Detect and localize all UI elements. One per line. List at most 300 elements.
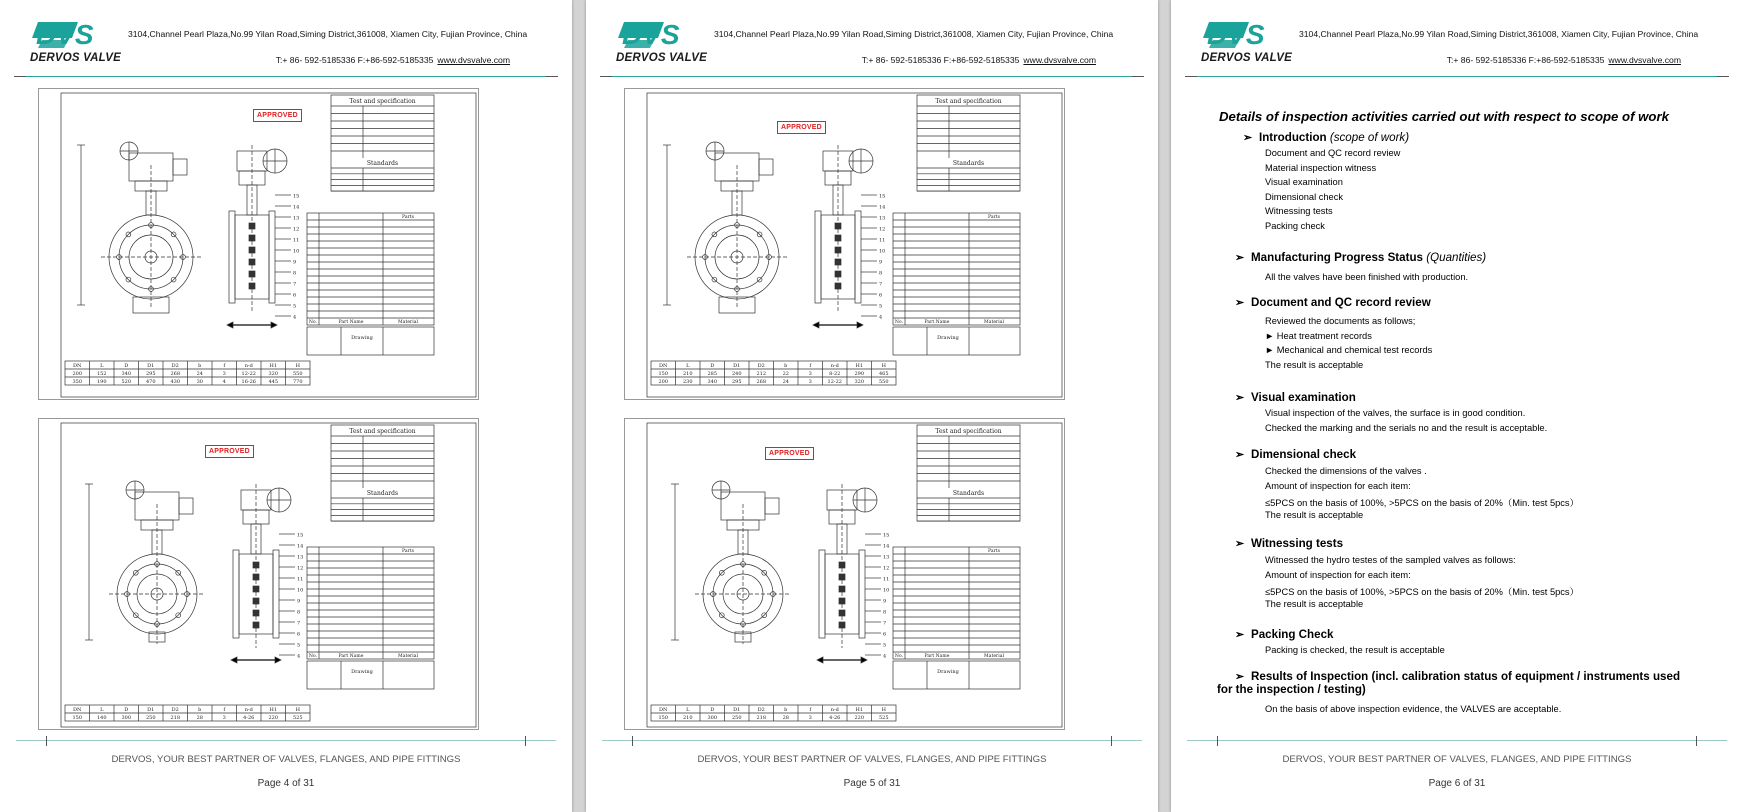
phone-fax: T:+ 86- 592-5185336 F:+86-592-5185335 [861,55,1020,65]
section-title: Manufacturing Progress Status [1251,251,1424,264]
flow-arrow-icon [231,657,237,663]
dimension-cell: 200 [658,379,669,385]
dimension-cell: 250 [145,715,156,721]
seal-detail [253,610,259,616]
company-contact [862,55,1096,65]
part-number-callout: 12 [879,226,886,233]
seal-detail [835,271,841,277]
seal-detail [253,574,259,580]
dimension-cell: 150 [658,715,669,721]
bullet-arrow-icon: ➢ [1235,671,1245,683]
footer-rule [602,740,1142,741]
phone-fax: T:+ 86- 592-5185336 F:+86-592-5185335 [1446,55,1605,65]
seal-detail [249,259,255,265]
seal-detail [839,598,845,604]
part-number-callout: 9 [297,598,301,605]
dimension-cell: 240 [731,371,742,377]
dimension-cell: 220 [854,715,865,721]
approved-stamp: APPROVED [253,109,302,122]
dimension-header-h: H [881,363,886,369]
part-number-callout: 11 [297,576,304,583]
phone-fax: T:+ 86- 592-5185336 F:+86-592-5185335 [275,55,434,65]
section-title: Witnessing tests [1251,537,1344,550]
dimension-cell: 520 [121,379,132,385]
dimension-cell: 465 [878,371,889,377]
part-number-callout: 4 [879,314,883,321]
dimension-cell: 550 [878,379,889,385]
seal-detail [249,271,255,277]
part-number-callout: 9 [293,259,297,266]
dimension-header-n-d: n-d [830,363,839,369]
section-text-line: All the valves have been finished with production. [1265,272,1469,282]
section-text-line: Visual inspection of the valves, the surface is in good condition. [1265,408,1526,418]
seal-detail [253,586,259,592]
company-contact [1447,55,1681,65]
dimension-cell: 4 [222,379,226,385]
dimension-header-dn: DN [659,707,668,713]
part-number-callout: 8 [297,609,301,616]
bullet-arrow-icon: ➢ [1235,392,1245,404]
dimension-header-d1: D1 [147,707,155,713]
dimension-cell: 3 [808,715,812,721]
dimension-header-d1: D1 [147,363,155,369]
part-number-callout: 9 [879,259,883,266]
part-number-callout: 12 [293,226,300,233]
dimension-cell: 212 [756,371,767,377]
title-block-drawing-label: Drawing [351,669,373,675]
section-text-line: On the basis of above inspection evidence, the VALVES are acceptable. [1265,704,1562,714]
parts-header: Parts [987,549,1001,555]
svg-text:DVS: DVS [1207,19,1265,50]
website-link[interactable]: www.dvsvalve.com [1023,55,1096,65]
valve-drawing-dn150 [38,418,479,730]
drawing-lines [647,93,1062,397]
title-block-frame [307,661,434,689]
website-link[interactable]: www.dvsvalve.com [1608,55,1681,65]
dimension-cell: 770 [292,379,303,385]
dimension-cell: 24 [196,371,203,377]
section-text-line: The result is acceptable [1265,359,1364,370]
brand-name: DERVOS VALVE [30,52,122,64]
part-number-callout: 14 [879,204,886,211]
flow-arrow-icon [817,657,823,663]
section-title: Packing Check [1251,628,1334,641]
part-number-callout: 10 [883,587,890,594]
footer-rule [16,740,556,741]
dimension-header-h: H [295,707,300,713]
side-flange-right [855,211,861,303]
seal-detail [839,586,845,592]
dimension-cell: 218 [170,715,181,721]
part-number-callout: 13 [883,554,890,561]
section-text-line: Amount of inspection for each item: [1265,480,1411,491]
bullet-arrow-icon: ➢ [1243,132,1253,144]
spec-table-frame [917,425,1020,521]
section-text-line: Witnessing tests [1265,206,1333,217]
bullet-arrow-icon: ➢ [1235,449,1245,461]
flow-arrow-icon [813,322,819,328]
part-number-callout: 7 [883,620,887,627]
side-flange-right [273,550,279,638]
side-flange-left [819,550,825,638]
report-section-heading [1235,537,1705,550]
part-number-callout: 13 [293,215,300,222]
svg-text:DVS: DVS [36,19,94,50]
dimension-header-dn: DN [659,363,668,369]
dimension-header-h1: H1 [269,363,278,369]
part-number-callout: 15 [883,532,890,539]
footer-rule [1187,740,1727,741]
standards-title: Standards [952,160,985,167]
parts-name-header: Part Name [338,654,364,660]
part-number-callout: 5 [297,642,301,649]
dimension-cell: 470 [145,379,156,385]
spec-table-title: Test and specification [935,98,1002,105]
seal-detail [253,562,259,568]
section-title: Document and QC record review [1251,296,1431,309]
page-number: Page 6 of 31 [1428,778,1486,789]
part-number-callout: 6 [883,631,887,638]
report-section-heading [1235,296,1705,309]
dimension-cell: 30 [196,379,203,385]
section-text-line: Amount of inspection for each item: [1265,569,1411,580]
drawing-canvas [625,89,1066,401]
drawing-lines [61,93,476,397]
side-flange-left [233,550,239,638]
dimension-header-d1: D1 [733,707,741,713]
spec-table-frame [331,95,434,191]
title-block-drawing-label: Drawing [937,669,959,675]
seal-detail [249,235,255,241]
dimension-header-d: D [124,707,129,713]
part-number-callout: 5 [883,642,887,649]
dimension-cell: 550 [292,371,303,377]
part-number-callout: 11 [293,237,300,244]
parts-material-header: Material [398,654,418,660]
header-rule [602,76,1142,77]
part-number-callout: 15 [879,193,886,200]
dimension-cell: 22 [782,371,789,377]
section-text-line: ≤5PCS on the basis of 100%, >5PCS on the basis of 20%（Min. test 5pcs） [1265,587,1579,598]
section-title: Introduction [1259,131,1327,144]
drawing-canvas [625,419,1066,731]
approved-stamp: APPROVED [765,447,814,460]
parts-material-header: Material [984,654,1004,660]
seal-detail [249,283,255,289]
section-text-line: Visual examination [1265,177,1343,188]
dimension-cell: 4-26 [829,715,841,721]
approved-stamp: APPROVED [205,445,254,458]
bullet-arrow-icon: ➢ [1235,297,1245,309]
seal-detail [835,283,841,289]
title-block-frame [307,327,434,355]
part-number-callout: 13 [879,215,886,222]
section-title: Results of Inspection (incl. calibration status of equipment / instruments used [1251,670,1681,683]
part-number-callout: 6 [879,292,883,299]
part-number-callout: 6 [293,292,297,299]
section-title: Visual examination [1251,391,1356,404]
dimension-cell: 295 [145,371,156,377]
section-text-line: ≤5PCS on the basis of 100%, >5PCS on the basis of 20%（Min. test 5pcs） [1265,498,1579,509]
part-number-callout: 12 [883,565,890,572]
dimension-cell: 445 [268,379,279,385]
dimension-cell: 220 [268,715,279,721]
part-number-callout: 8 [879,270,883,277]
dimension-cell: 525 [878,715,889,721]
section-text-line: Document and QC record review [1265,148,1401,158]
svg-text:DVS: DVS [622,19,680,50]
bullet-arrow-icon: ➢ [1235,538,1245,550]
dimension-cell: 3 [808,371,812,377]
standards-title: Standards [366,490,399,497]
section-text-line: Material inspection witness [1265,162,1377,173]
part-number-callout: 9 [883,598,887,605]
report-section-heading [1243,131,1713,144]
spec-table-title: Test and specification [349,98,416,105]
valve-drawing-dn150-200 [624,88,1065,400]
section-text-line: Checked the marking and the serials no and the result is acceptable. [1265,422,1548,433]
section-title-note: (Quantities) [1423,251,1487,264]
dimension-cell: 268 [756,379,767,385]
dimension-cell: 430 [170,379,181,385]
seal-detail [253,598,259,604]
standards-title: Standards [952,490,985,497]
parts-material-header: Material [984,320,1004,326]
seal-detail [835,259,841,265]
drawing-canvas [39,419,480,731]
part-number-callout: 7 [293,281,297,288]
dimension-cell: 268 [170,371,181,377]
dimension-header-h: H [881,707,886,713]
section-title-note: (scope of work) [1326,131,1410,144]
parts-no-header: No. [894,654,904,660]
section-text-line: The result is acceptable [1265,598,1364,609]
section-text-line: Packing check [1265,221,1325,231]
dimension-cell: 285 [707,371,718,377]
dimension-cell: 152 [96,371,107,377]
company-contact [276,55,510,65]
dimension-cell: 295 [731,379,742,385]
title-block-drawing-label: Drawing [351,335,373,341]
page-number: Page 4 of 31 [257,778,315,789]
seal-detail [253,622,259,628]
valve-drawing-dn150-b [624,418,1065,730]
section-title: Dimensional check [1251,448,1357,461]
dimension-header-f: f [809,707,812,713]
parts-no-header: No. [894,320,904,326]
dimension-cell: 12-22 [241,371,256,377]
report-section-heading [1235,391,1705,404]
part-number-callout: 10 [879,248,886,255]
dimension-header-f: f [223,363,226,369]
seal-detail [839,610,845,616]
dimension-header-dn: DN [73,363,82,369]
dimension-cell: 150 [72,715,83,721]
dimension-header-h: H [295,363,300,369]
gearbox-side [759,159,773,175]
drawing-frame [647,93,1062,397]
parts-header: Parts [401,215,415,221]
report-section-heading [1217,670,1705,696]
title-block-frame [893,327,1020,355]
dimension-header-l: L [686,363,690,369]
part-number-callout: 8 [883,609,887,616]
dimension-cell: 218 [756,715,767,721]
dimension-cell: 150 [658,371,669,377]
seal-detail [835,223,841,229]
part-number-callout: 12 [297,565,304,572]
section-text-line: Witnessed the hydro testes of the sampled valves as follows: [1265,555,1516,565]
section-title-continued: for the inspection / testing) [1217,683,1366,696]
dimension-header-b: b [784,363,788,369]
parts-name-header: Part Name [924,654,950,660]
part-number-callout: 14 [883,543,890,550]
flow-arrow-icon [275,657,281,663]
dimension-header-b: b [198,707,202,713]
seal-detail [835,235,841,241]
dimension-header-b: b [198,363,202,369]
dimension-cell: 340 [707,379,718,385]
dimension-header-l: L [100,363,104,369]
part-number-callout: 4 [883,653,887,660]
section-text-line: Checked the dimensions of the valves . [1265,466,1427,476]
dimension-header-h1: H1 [269,707,278,713]
dimension-header-n-d: n-d [244,363,253,369]
section-text-line: Dimensional check [1265,191,1344,202]
seal-detail [835,247,841,253]
dimension-cell: 230 [682,379,693,385]
dimension-header-f: f [809,363,812,369]
part-number-callout: 13 [297,554,304,561]
dimension-header-h1: H1 [855,707,864,713]
dimension-cell: 320 [854,379,865,385]
approved-stamp: APPROVED [777,121,826,134]
section-text-line: The result is acceptable [1265,509,1364,520]
report-title: Details of inspection activities carried out with respect to scope of work [1219,109,1669,124]
dimension-header-d1: D1 [733,363,741,369]
part-number-callout: 4 [297,653,301,660]
dimension-header-l: L [100,707,104,713]
dimension-cell: 3 [808,379,812,385]
dimension-cell: 8-22 [829,371,841,377]
dimension-cell: 300 [707,715,718,721]
dimension-header-l: L [686,707,690,713]
report-section-heading [1235,448,1705,461]
drawing-lines [647,423,1062,727]
part-number-callout: 11 [879,237,886,244]
dimension-header-d: D [710,363,715,369]
dimension-cell: 300 [121,715,132,721]
part-number-callout: 4 [293,314,297,321]
gearbox-side [765,498,779,514]
part-number-callout: 14 [297,543,304,550]
seal-detail [839,562,845,568]
part-number-callout: 14 [293,204,300,211]
part-number-callout: 5 [293,303,297,310]
spec-table-title: Test and specification [935,428,1002,435]
flow-arrow-icon [857,322,863,328]
part-number-callout: 7 [297,620,301,627]
title-block-drawing-label: Drawing [937,335,959,341]
dimension-cell: 200 [72,371,83,377]
footer-slogan: DERVOS, YOUR BEST PARTNER OF VALVES, FLANGES, AND PIPE FITTINGS [111,754,461,765]
parts-no-header: No. [308,320,318,326]
flow-arrow-icon [227,322,233,328]
bullet-arrow-icon: ➢ [1235,252,1245,264]
website-link[interactable]: www.dvsvalve.com [437,55,510,65]
seal-detail [249,223,255,229]
dimension-cell: 210 [682,715,693,721]
side-flange-right [269,211,275,303]
dimension-cell: 350 [72,379,83,385]
seal-detail [839,574,845,580]
drawing-canvas [39,89,480,401]
part-number-callout: 15 [293,193,300,200]
dimension-cell: 190 [96,379,107,385]
dimension-cell: 290 [854,371,865,377]
dimension-header-d: D [124,363,129,369]
dimension-cell: 16-26 [241,379,256,385]
drawing-frame [61,93,476,397]
seal-detail [249,247,255,253]
dimension-header-f: f [223,707,226,713]
dimension-cell: 3 [222,715,226,721]
brand-name: DERVOS VALVE [1201,52,1293,64]
footer-slogan: DERVOS, YOUR BEST PARTNER OF VALVES, FLANGES, AND PIPE FITTINGS [1282,754,1632,765]
dimension-cell: 12-22 [827,379,842,385]
dimension-header-dn: DN [73,707,82,713]
dimension-cell: 210 [682,371,693,377]
part-number-callout: 10 [293,248,300,255]
dimension-header-h1: H1 [855,363,864,369]
dimension-cell: 140 [96,715,107,721]
dimension-header-b: b [784,707,788,713]
seal-detail [839,622,845,628]
title-block-frame [893,661,1020,689]
dimension-header-d2: D2 [757,363,765,369]
page-number: Page 5 of 31 [843,778,901,789]
spec-table-title: Test and specification [349,428,416,435]
part-number-callout: 6 [297,631,301,638]
dimension-header-d: D [710,707,715,713]
dimension-header-d2: D2 [171,707,179,713]
company-address: 3104,Channel Pearl Plaza,No.99 Yilan Road,Siming District,361008, Xiamen City, Fujian Province, China [1299,29,1699,39]
report-section-heading [1235,628,1705,641]
dimension-header-d2: D2 [171,363,179,369]
bullet-arrow-icon: ➢ [1235,629,1245,641]
parts-header: Parts [987,215,1001,221]
spec-table-frame [331,425,434,521]
section-text-line: ► Mechanical and chemical test records [1265,345,1433,356]
dimension-cell: 320 [268,371,279,377]
part-number-callout: 7 [879,281,883,288]
header-rule [1187,76,1727,77]
parts-material-header: Material [398,320,418,326]
parts-name-header: Part Name [924,320,950,326]
parts-name-header: Part Name [338,320,364,326]
part-number-callout: 15 [297,532,304,539]
valve-drawing-dn200-350 [38,88,479,400]
section-text-line: ► Heat treatment records [1265,330,1372,341]
side-flange-left [815,211,821,303]
document-page-6 [1171,0,1743,812]
dimension-cell: 250 [731,715,742,721]
dimension-cell: 4-26 [243,715,255,721]
standards-title: Standards [366,160,399,167]
section-text-line: Packing is checked, the result is acceptable [1265,645,1445,655]
flow-arrow-icon [861,657,867,663]
dimension-header-d2: D2 [757,707,765,713]
